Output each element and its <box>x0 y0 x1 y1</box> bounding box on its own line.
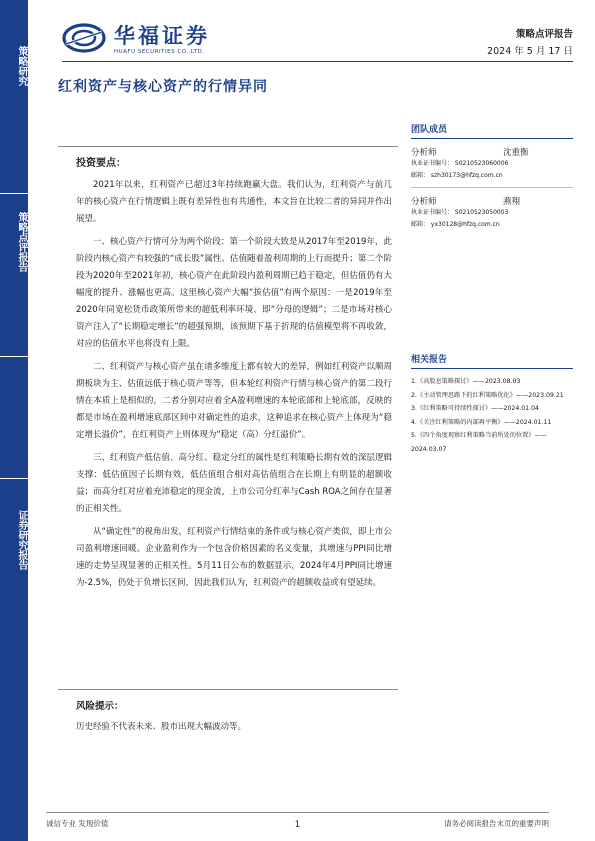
analyst-card <box>411 146 573 188</box>
paragraph: 一、核心资产行情可分为两个阶段：第一个阶段大致是从2017年至2019年，此阶段内核心资产有较强的“成长股”属性、估值随着盈利周期的上行而提升；第二个阶段为2020年至2021年初，核心资产在此阶段内盈利周期已趋于稳定，但估值仍有大幅度的提升、涨幅也更高。这里核心资产大幅“拔估值”有两个原因：一是2019年至2020年同宽松货币政策所带来的超低利率环境，即“分母的逻辑”；二是市场对核心资产注入了“长期稳定增长”的超强预期，该预期下基于折现的估值模型将不再收敛，对应的估值水平也将没有上限。 <box>76 237 392 349</box>
related-reports-list <box>411 375 573 456</box>
analyst-license: 执业证书编号： S0210523050003 <box>411 209 509 216</box>
sidebar-label-report-type: 策略点评报告 <box>16 212 27 272</box>
team-title: 团队成员 <box>411 122 573 139</box>
logo-english-name: HUAFU SECURITIES CO.,LTD. <box>114 49 205 55</box>
sidebar-label-securities-research: 证券研究报告 <box>16 510 27 570</box>
paragraph: 从“确定性”的视角出发，红利资产行情结束的条件或与核心资产类似，即上市公司盈利增速回暖。企业盈利作为一个包含价格因素的名义变量，其增速与PPI同比增速的走势呈现显著的正相关性。5月11日公布的数据显示，2024年4月PPI同比增速为-2.5%，仍处于负增长区间，因此我们认为，红利资产的超额收益或有望延续。 <box>76 527 392 588</box>
paragraph: 2021年以来，红利资产已超过3年持续跑赢大盘。我们认为，红利资产与前几年的核心资产在行情逻辑上既有差异性也有共通性，本文旨在比较二者的异同并作出展望。 <box>76 180 392 224</box>
company-logo <box>62 20 252 60</box>
sidebar-divider <box>0 478 28 479</box>
analyst-role: 分析师 <box>411 148 437 158</box>
related-report-link[interactable]: 4.《关注红利策略的内部再平衡》——2024.01.11 <box>411 418 552 426</box>
analyst-name: 沈重衡 <box>503 148 529 158</box>
footer-disclaimer: 请务必阅读报告末页的重要声明 <box>444 819 549 828</box>
analyst-card <box>411 195 573 236</box>
risk-title: 风险提示： <box>76 701 124 712</box>
related-reports-title: 相关报告 <box>411 352 573 369</box>
team-members-panel <box>411 122 573 236</box>
sidebar-divider <box>0 356 28 357</box>
related-report-link[interactable]: 5.《四个角度观察红利策略当前所处的位置》——2024.03.07 <box>411 432 547 453</box>
related-report-link[interactable]: 1.《高股息策略探讨》——2023.08.03 <box>411 378 521 385</box>
related-report-link[interactable]: 2.《主动管理思路下的红利策略优化》——2023.09.21 <box>411 391 564 399</box>
sidebar-label-research: 策略研究 <box>16 46 27 86</box>
paragraph: 三、红利资产低估值、高分红、稳定分红的属性是红利策略长期有效的深层逻辑支撑：低估值因子长期有效，低估值组合相对高估值组合在长期上有明显的超额收益；而高分红对应着充沛稳定的现金流，上市公司分红率与Cash ROA之间存在显著的正相关性。 <box>76 453 392 514</box>
footer-divider <box>46 812 549 813</box>
paragraph: 二、红利资产与核心资产虽在诸多维度上都有较大的差异，例如红利资产以顺周期板块为主、估值远低于核心资产等等，但本轮红利资产行情与核心资产的第二段行情在本质上是相似的，二者分别对应着全A盈利增速的本轮底部和上轮底部，反映的都是市场在盈利增速底部区间中对确定性的追求，这种追求在核心资产上体现为“稳定增长溢价”，在红利资产上则体现为“稳定（高）分红溢价”。 <box>76 362 392 440</box>
section-heading: 投资要点： <box>76 158 126 169</box>
analyst-role: 分析师 <box>411 197 437 207</box>
investment-highlights <box>58 146 398 746</box>
related-reports-panel <box>411 352 573 456</box>
report-type: 策略点评报告 <box>515 29 573 40</box>
risk-text: 历史经验不代表未来、股市出现大幅波动等。 <box>76 722 247 732</box>
analyst-license: 执业证书编号： S0210523060006 <box>411 160 509 167</box>
header-divider <box>62 61 573 62</box>
footer-slogan: 诚信专业 发现价值 <box>46 819 109 828</box>
sidebar-divider <box>0 193 28 194</box>
analyst-name: 燕翔 <box>503 197 521 207</box>
page-title: 红利资产与核心资产的行情异同 <box>58 79 268 95</box>
risk-section <box>58 689 398 732</box>
analyst-email[interactable]: 邮箱： yx30128@hfzq.com.cn <box>411 221 500 228</box>
page-number: 1 <box>294 820 301 830</box>
logo-chinese-name: 华福证券 <box>114 24 210 48</box>
logo-emblem-icon <box>62 22 106 54</box>
left-sidebar <box>0 0 28 841</box>
analyst-email[interactable]: 邮箱： szh30173@hfzq.com.cn <box>411 172 503 179</box>
report-date: 2024 年 5 月 17 日 <box>487 46 573 57</box>
related-report-link[interactable]: 3.《红利策略可持续性探讨》——2024.01.04 <box>411 405 539 412</box>
